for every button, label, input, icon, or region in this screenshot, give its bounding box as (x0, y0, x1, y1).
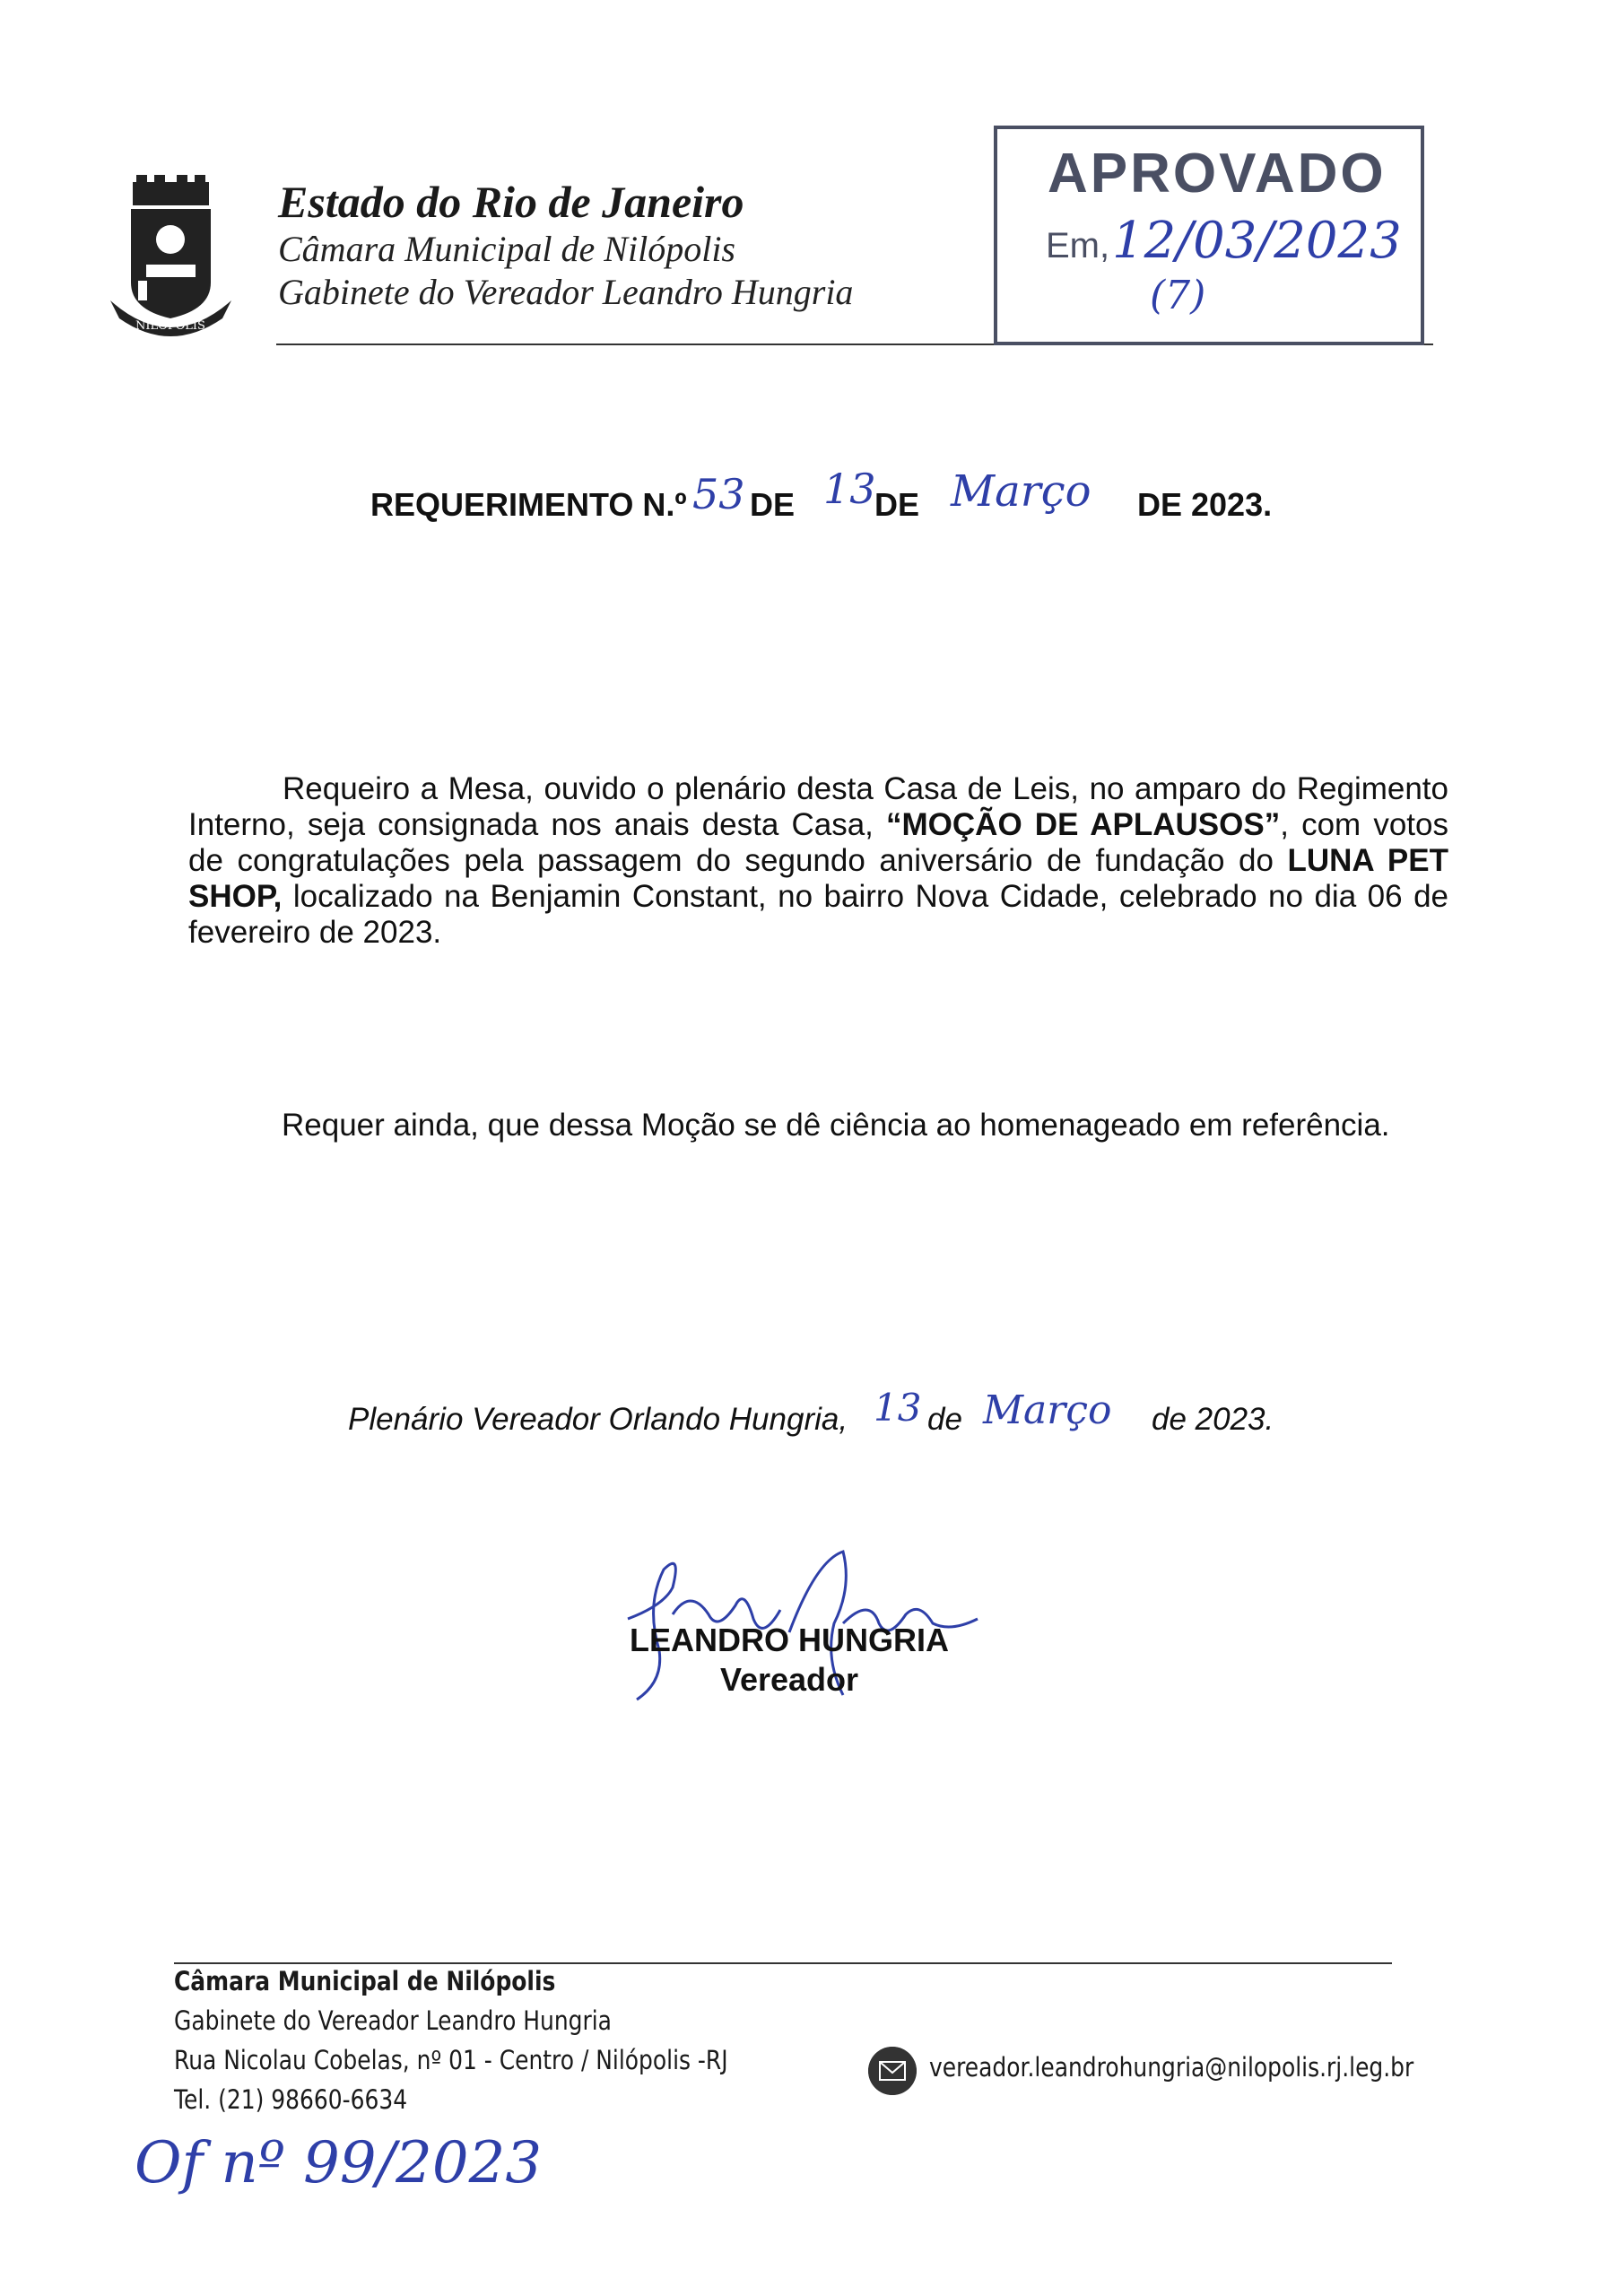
header-office: Gabinete do Vereador Leandro Hungria (278, 272, 854, 312)
request-paragraph-2: Requer ainda, que dessa Moção se dê ciência ao homenageado em referência. (282, 1108, 1390, 1143)
request-month-handwritten: Março (951, 466, 1092, 517)
footer-phone: Tel. (21) 98660-6634 (174, 2084, 408, 2115)
approval-stamp (994, 126, 1424, 345)
footer-office: Gabinete do Vereador Leandro Hungria (174, 2005, 612, 2036)
dateline-month-handwritten: Março (983, 1387, 1112, 1433)
p1-end: localizado na Benjamin Constant, no bairro Nova Cidade, celebrado no dia 06 de fevereiro de 2023. (188, 879, 1448, 950)
request-paragraph (188, 771, 1448, 951)
p1-start: Requeiro a Mesa, ouvido o plenário desta Casa de Leis, no amparo do Regimento Interno, seja consignada nos anais desta Casa, (188, 771, 1448, 842)
header-chamber: Câmara Municipal de Nilópolis (278, 229, 735, 269)
request-title-prefix: REQUERIMENTO N.º (370, 486, 687, 523)
signer-role: Vereador (719, 1661, 859, 1698)
stamp-handwritten-initials: (7) (1150, 273, 1206, 318)
stamp-title: APROVADO (1048, 143, 1387, 204)
p1-mid: , com votos de congratulações pela passagem do segundo aniversário de fundação do (188, 807, 1449, 878)
stamp-handwritten-date: 12/03/2023 (1112, 212, 1402, 270)
p1-motion-name: “MOÇÃO DE APLAUSOS” (886, 807, 1281, 842)
footer-email: vereador.leandrohungria@nilopolis.rj.leg.br (929, 2052, 1414, 2083)
stamp-em-label: Em, (1046, 226, 1110, 265)
footer-address: Rua Nicolau Cobelas, nº 01 - Centro / Nilópolis -RJ (174, 2045, 728, 2075)
footer-divider (174, 1962, 1392, 1964)
dateline-day-handwritten: 13 (874, 1386, 922, 1430)
handwritten-office-reference: Of nº 99/2023 (135, 2130, 543, 2196)
header-state: Estado do Rio de Janeiro (278, 177, 744, 227)
crest-banner-text: NILOPOLIS (135, 319, 205, 333)
date-line (0, 1386, 1609, 1448)
envelope-icon (868, 2047, 917, 2095)
request-title (0, 465, 1609, 538)
footer-org: Câmara Municipal de Nilópolis (174, 1966, 556, 1996)
request-title-de1: DE (750, 486, 796, 523)
request-day-handwritten: 13 (823, 465, 876, 513)
dateline-year: de 2023. (1152, 1402, 1274, 1437)
request-title-de2: DE (874, 486, 920, 523)
municipal-crest-icon (106, 175, 236, 341)
signer-name: LEANDRO HUNGRIA (630, 1622, 949, 1658)
dateline-de: de (927, 1402, 962, 1437)
request-number-handwritten: 53 (692, 470, 745, 518)
p1-honoree: LUNA PET SHOP, (188, 843, 1449, 914)
dateline-place: Plenário Vereador Orlando Hungria, (348, 1402, 848, 1437)
request-title-year: DE 2023. (1137, 486, 1273, 523)
